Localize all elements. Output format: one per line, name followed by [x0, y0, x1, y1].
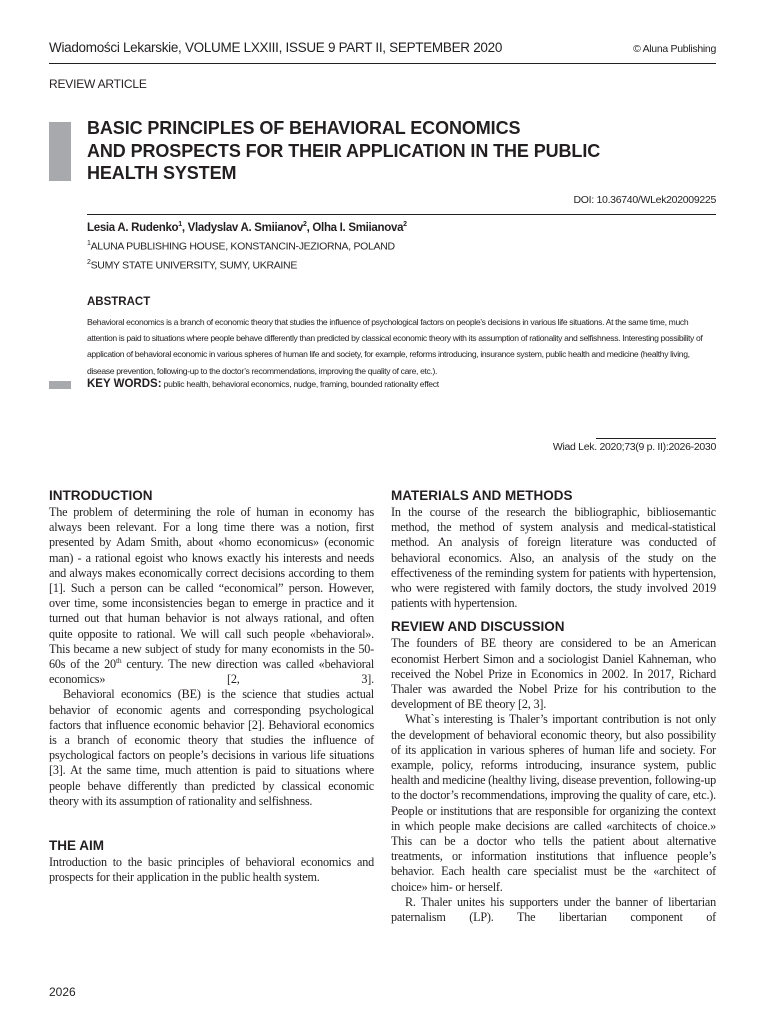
aim-paragraph: Introduction to the basic principles of behavioral economics and prospects for their application in the public health system. [49, 855, 374, 885]
title-line: HEALTH SYSTEM [87, 163, 237, 183]
article-title [87, 117, 687, 185]
title-line: BASIC PRINCIPLES OF BEHAVIORAL ECONOMICS [87, 118, 521, 138]
section-heading-aim: THE AIM [49, 838, 104, 854]
introduction-paragraph [49, 505, 374, 687]
affiliation-number: 1 [87, 240, 91, 247]
affiliation-text: SUMY STATE UNIVERSITY, SUMY, UKRAINE [90, 259, 298, 272]
review-paragraph: The founders of BE theory are considered to be an American economist Herbert Simon and a sociologist Daniel Kahneman, who received the Nobel Prize in Economics in 2002. In 2017, Richard Thaler was awarded the Nobel Prize for his contribution to the development of BE theory [2, 3]. [391, 636, 716, 712]
publisher-credit: © Aluna Publishing [633, 43, 716, 55]
page-number: 2026 [49, 985, 76, 999]
abstract-text: Behavioral economics is a branch of economic theory that studies the influence of psychological factors on people’s decisions in various life situations. At the same time, much attention is paid to situations where people behave differently than predicted by classical economic theory with its assumption of rationality and selfishness. Interesting possibility of application of behavioral economic in various spheres of human life and society, for example, reforms introducing, insurance system, public health and medicine (healthy living, disease prevention, following-up to the doctor’s recommendations, improving the quality of care, etc.). [87, 317, 703, 376]
affiliation [87, 240, 395, 253]
keywords-list: public health, behavioral economics, nudge, framing, bounded rationality effect [163, 379, 439, 389]
affiliation [87, 259, 297, 272]
author-name: Vladyslav A. Smiianov [187, 221, 304, 234]
author-separator: , [306, 221, 313, 234]
doi-rule [87, 214, 716, 215]
author-separator: , [181, 221, 188, 234]
citation: Wiad Lek. 2020;73(9 p. II):2026-2030 [552, 441, 716, 453]
left-column [49, 487, 374, 885]
keywords-label: KEY WORDS: [87, 378, 162, 390]
header-rule [49, 63, 716, 64]
author-affiliation-mark: 1 [178, 221, 182, 228]
author-affiliation-mark: 2 [403, 221, 407, 228]
introduction-text: The problem of determining the role of human in economy has always been relevant. For a long time there was a notion, first presented by Adam Smith, about «homo economicus» (economic man) - a rational egoist who knows exactly his interests and needs and always makes economically correct decisions according to them [1]. Such a person can be called “economical” person. However, over time, some inconsistencies began to emerge in practice and it turned out that human behavior is not always rational, and often quite opposite to rational. We will call such people «behavioral». This became a new subject of study for many economists in the 50-60s of the 20 [49, 505, 374, 672]
abstract-heading: ABSTRACT [87, 296, 151, 308]
author-name: Olha I. Smiianova [312, 221, 404, 234]
introduction-text: century. The new direction was called «behavioral economics» [2, 3]. [49, 657, 375, 687]
citation-rule [596, 438, 716, 439]
author-list [87, 221, 407, 234]
methods-paragraph: In the course of the research the bibliographic, bibliosemantic method, the method of system analysis and medical-statistical method. An analysis of foreign literature was conducted of behavioral economics. Also, an analysis of the study on the effectiveness of the reminding system for patients with hypertension, who were registered with family doctors, the study involved 2019 patients with hypertension. [391, 505, 716, 611]
ordinal-suffix: th [115, 655, 122, 665]
doi[interactable]: DOI: 10.36740/WLek202009225 [573, 194, 716, 206]
author-name: Lesia A. Rudenko [87, 221, 179, 234]
affiliation-text: ALUNA PUBLISHING HOUSE, KONSTANCIN-JEZIORNA, POLAND [90, 240, 395, 253]
title-line: AND PROSPECTS FOR THEIR APPLICATION IN THE PUBLIC [87, 140, 601, 161]
keywords-accent-bar [49, 381, 71, 389]
keywords [87, 378, 439, 390]
journal-header: Wiadomości Lekarskie, VOLUME LXXIII, ISSUE 9 PART II, SEPTEMBER 2020 [49, 40, 503, 55]
right-column [391, 487, 716, 925]
section-heading-methods: MATERIALS AND METHODS [391, 488, 573, 503]
review-paragraph: What`s interesting is Thaler’s important contribution is not only the development of behavioral economic theory, but also possibility of its application in various spheres of human life and society. For example, policy, reforms introducing, insurance system, public health and medicine (healthy living, disease prevention, following-up to the doctor’s recommendations, improving the quality of care, etc.). People or institutions that are responsible for organizing the context in which people make decisions are called «architects of choice.» This can be a doctor who tells the patient about alternative treatments, or information institutions that influence people’s behavior. Each health care specialist must be the «architect of choice» him- or herself. [391, 712, 716, 894]
author-affiliation-mark: 2 [303, 221, 307, 228]
title-accent-bar [49, 122, 71, 181]
article-type: REVIEW ARTICLE [49, 77, 147, 91]
introduction-paragraph: Behavioral economics (BE) is the science that studies actual behavior of economic agents and corresponding psychological factors that influence economic behavior [2]. Behavioral economics is a branch of economic theory that studies the influence of psychological factors on people’s decisions in various life situations [3]. At the same time, much attention is paid to situations where people behave differently than predicted by classical economic theory with its assumption of rationality and selfishness. [49, 687, 374, 808]
affiliation-number: 2 [87, 259, 91, 266]
review-paragraph: R. Thaler unites his supporters under the banner of libertarian paternalism (LP). The libertarian component of [391, 894, 716, 925]
section-heading-review: REVIEW AND DISCUSSION [391, 619, 565, 635]
section-heading-introduction: INTRODUCTION [49, 488, 153, 503]
